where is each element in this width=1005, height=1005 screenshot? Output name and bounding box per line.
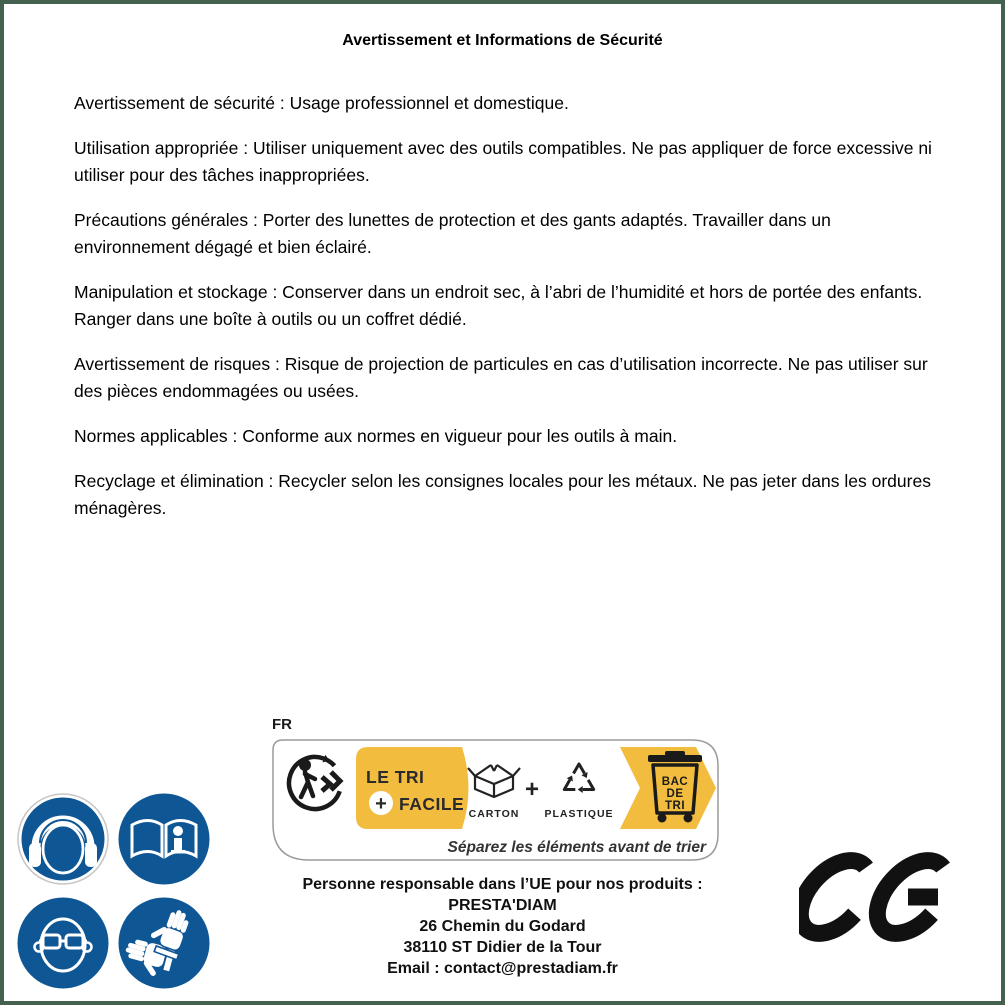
ce-marking-logo <box>799 845 951 949</box>
read-instruction-manual-icon <box>118 793 210 885</box>
street-address: 26 Chemin du Godard <box>419 918 586 935</box>
material-label-carton: CARTON <box>468 808 520 820</box>
sorting-tagline: Séparez les éléments avant de trier <box>447 839 706 856</box>
materials-joiner: + <box>524 776 540 803</box>
bin-label-line1: BAC <box>661 776 689 788</box>
safety-paragraph: Manipulation et stockage : Conserver dans un endroit sec, à l’abri de l’humidité et hors de portée des enfants. Ranger dans une boîte à outils ou un coffret dédié. <box>74 282 923 329</box>
wear-ear-protection-icon <box>17 793 109 885</box>
company-name: PRESTA'DIAM <box>448 897 557 914</box>
safety-paragraph: Normes applicables : Conforme aux normes en vigueur pour les outils à main. <box>74 426 678 446</box>
bin-label-line3: TRI <box>664 800 686 812</box>
brand-plus: + <box>375 793 387 815</box>
brand-line2: FACILE <box>399 794 465 814</box>
safety-paragraph: Utilisation appropriée : Utiliser uniquement avec des outils compatibles. Ne pas appliquer de force excessive ni utiliser pour des tâches inappropriées. <box>74 138 932 185</box>
responsible-person-line: Personne responsable dans l’UE pour nos produits : <box>302 876 703 893</box>
bin-label-line2: DE <box>666 788 684 800</box>
page-title: Avertissement et Informations de Sécurité <box>342 32 663 49</box>
info-tri-recycling-label <box>272 739 719 861</box>
safety-paragraph: Recyclage et élimination : Recycler selon les consignes locales pour les métaux. Ne pas jeter dans les ordures ménagères. <box>74 471 931 518</box>
country-code-label: FR <box>272 716 292 733</box>
safety-paragraphs <box>74 90 948 540</box>
safety-paragraph: Précautions générales : Porter des lunettes de protection et des gants adaptés. Travailler dans un environnement dégagé et bien éclairé. <box>74 210 831 257</box>
city-address: 38110 ST Didier de la Tour <box>403 939 602 956</box>
contact-email: Email : contact@prestadiam.fr <box>387 960 618 977</box>
sorting-bin-icon <box>648 751 702 823</box>
brand-line1: LE TRI <box>366 767 425 787</box>
safety-paragraph: Avertissement de risques : Risque de projection de particules en cas d’utilisation incorrecte. Ne pas utiliser sur des pièces endommagées ou usées. <box>74 354 928 401</box>
material-label-plastique: PLASTIQUE <box>544 808 614 820</box>
safety-paragraph: Avertissement de sécurité : Usage professionnel et domestique. <box>74 93 569 113</box>
